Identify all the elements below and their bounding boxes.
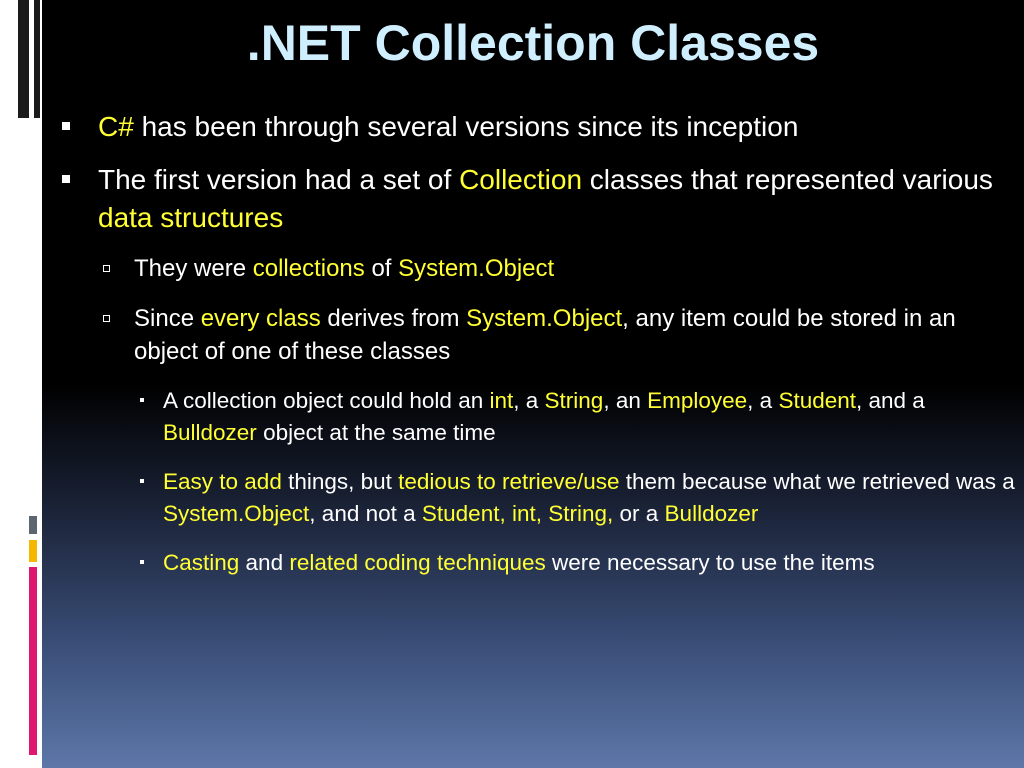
bullet-text: They were — [134, 255, 253, 282]
bullet-level-3 — [62, 385, 1017, 449]
slide-title: .NET Collection Classes — [246, 15, 820, 71]
highlighted-term: Casting — [163, 550, 240, 575]
bullet-text: Since — [134, 305, 201, 332]
strip-segment-gold — [29, 540, 37, 562]
highlighted-term: related coding techniques — [289, 550, 546, 575]
highlighted-term: Employee — [647, 388, 748, 413]
bullet-level-2 — [62, 302, 1017, 368]
highlighted-term: Student, int, String, — [421, 501, 614, 526]
bullet-text: has been through several versions since its inception — [133, 111, 799, 142]
bullet-level-2 — [62, 252, 1017, 285]
highlighted-term: Collection — [459, 164, 583, 195]
bullet-text: of — [364, 255, 399, 282]
bullet-text: , an — [603, 388, 648, 413]
bullet-text: , and a — [856, 388, 925, 413]
highlighted-term: data structures — [98, 202, 284, 233]
bullet-text: things, but — [281, 469, 399, 494]
highlighted-term: Bulldozer — [163, 420, 257, 445]
strip-block-top-1 — [18, 0, 29, 118]
bullet-text: classes that represented various — [582, 164, 993, 195]
bullet-marker-icon — [62, 122, 70, 130]
bullet-text: , a — [513, 388, 545, 413]
bullet-marker-icon — [103, 315, 110, 322]
highlighted-term: collections — [252, 255, 365, 282]
highlighted-term: tedious to retrieve/use — [398, 469, 620, 494]
highlighted-term: System.Object — [398, 255, 555, 282]
decorative-side-strip — [0, 0, 42, 768]
highlighted-term: C# — [98, 111, 134, 142]
bullet-list — [62, 108, 1017, 596]
bullet-marker-icon — [140, 398, 144, 402]
bullet-text: , and not a — [309, 501, 422, 526]
strip-segment-gray — [29, 516, 37, 534]
bullet-text: derives from — [320, 305, 467, 332]
highlighted-term: System.Object — [163, 501, 310, 526]
highlighted-term: System.Object — [466, 305, 623, 332]
bullet-level-3 — [62, 547, 1017, 579]
bullet-level-1 — [62, 161, 1017, 237]
bullet-text: them because what we retrieved was a — [619, 469, 1015, 494]
bullet-text: The first version had a set of — [98, 164, 460, 195]
bullet-marker-icon — [140, 479, 144, 483]
bullet-text: or a — [613, 501, 665, 526]
bullet-marker-icon — [140, 560, 144, 564]
strip-block-top-3 — [34, 0, 40, 118]
highlighted-term: every class — [200, 305, 321, 332]
bullet-level-3 — [62, 466, 1017, 530]
bullet-text: were necessary to use the items — [545, 550, 875, 575]
highlighted-term: Student — [778, 388, 857, 413]
bullet-marker-icon — [103, 265, 110, 272]
highlighted-term: Bulldozer — [664, 501, 759, 526]
highlighted-term: Easy to add — [163, 469, 282, 494]
bullet-level-1 — [62, 108, 1017, 146]
bullet-text: and — [239, 550, 290, 575]
highlighted-term: int — [489, 388, 514, 413]
bullet-marker-icon — [62, 175, 70, 183]
highlighted-term: String — [544, 388, 604, 413]
bullet-text: , any item could be stored in an object of one of these classes — [134, 305, 956, 365]
bullet-text: A collection object could hold an — [163, 388, 490, 413]
bullet-text: , a — [747, 388, 779, 413]
strip-segment-pink — [29, 567, 37, 755]
bullet-text: object at the same time — [256, 420, 496, 445]
